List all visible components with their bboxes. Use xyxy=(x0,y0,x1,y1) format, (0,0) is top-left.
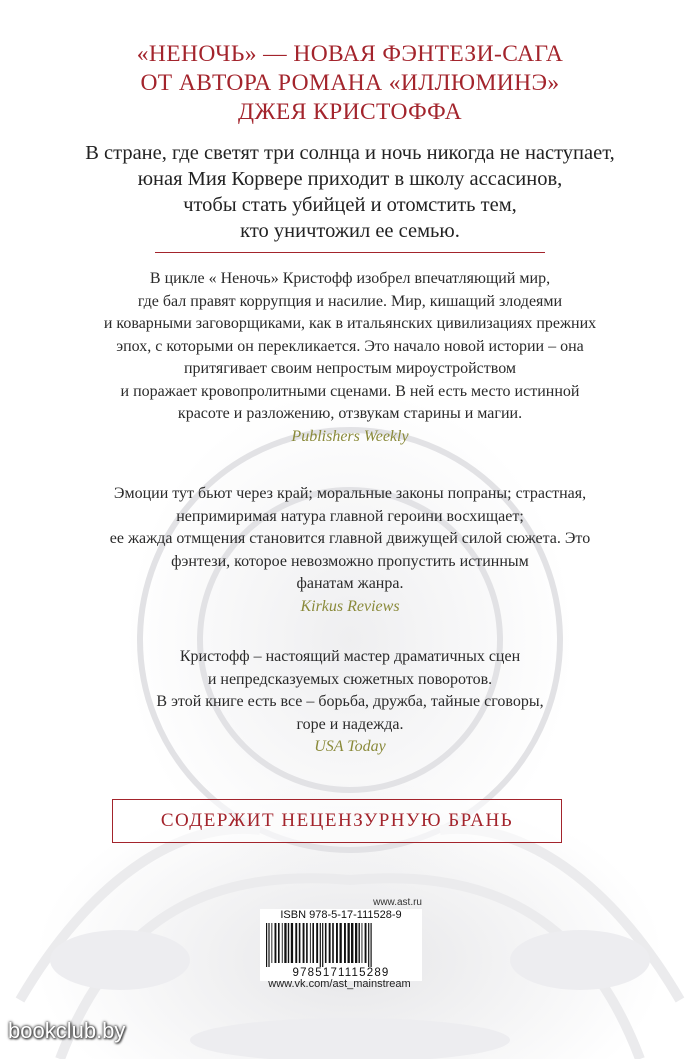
barcode-icon xyxy=(264,923,418,967)
review-line: и коварными заговорщиками, как в итальянских цивилизациях прежних xyxy=(103,315,597,332)
headline xyxy=(40,40,660,127)
review-line: непримиримая натура главной героини восхищает; xyxy=(176,507,524,525)
review-line: и поражает кровопролитными сценами. В ней есть место истинной xyxy=(120,382,580,400)
review-line: Кристофф – настоящий мастер драматичных сцен xyxy=(179,648,521,665)
review-line: В этой книге есть все – борьба, дружба, тайные сговоры, xyxy=(156,693,544,710)
barcode-block xyxy=(260,909,422,981)
headline-line: ОТ АВТОРА РОМАНА «ИЛЛЮМИНЭ» xyxy=(140,70,560,96)
lead-paragraph xyxy=(40,140,660,244)
isbn-label: ISBN 978-5-17-111528-9 xyxy=(280,909,402,921)
publisher-site: www.ast.ru xyxy=(373,897,422,908)
review-line: В цикле « Неночь» Кристофф изобрел впечатляющий мир, xyxy=(149,270,551,287)
review-source: Kirkus Reviews xyxy=(300,597,400,615)
lead-line: чтобы стать убийцей и отомстить тем, xyxy=(183,194,517,216)
lead-line: юная Мия Корвере приходит в школу ассасинов, xyxy=(137,168,563,190)
review-line: фэнтези, которое невозможно пропустить истинным xyxy=(171,552,529,570)
review-line: красоте и разложению, отзвукам старины и магии. xyxy=(177,405,523,422)
review-line: фанатам жанра. xyxy=(296,575,404,592)
watermark-logo: bookclub.by xyxy=(8,1018,126,1043)
divider-line xyxy=(155,252,545,253)
headline-line: «НЕНОЧЬ» — НОВАЯ ФЭНТЕЗИ-САГА xyxy=(136,41,564,67)
review-publishers-weekly xyxy=(30,268,670,448)
review-line: ее жажда отмщения становится главной движущей силой сюжета. Это xyxy=(109,530,591,547)
review-kirkus xyxy=(30,483,670,618)
review-line: и непредсказуемых сюжетных поворотов. xyxy=(207,670,493,688)
review-line: горе и надежда. xyxy=(296,715,404,733)
review-source: USA Today xyxy=(314,738,386,755)
review-line: где бал правят коррупция и насилие. Мир, кишащий злодеями xyxy=(137,292,563,310)
headline-line: ДЖЕЯ КРИСТОФФА xyxy=(238,99,462,125)
lead-line: кто уничтожил ее семью. xyxy=(240,220,460,242)
lead-line: В стране, где светят три солнца и ночь никогда не наступает, xyxy=(85,142,615,164)
content-warning-badge: СОДЕРЖИТ НЕЦЕНЗУРНУЮ БРАНЬ xyxy=(112,799,562,843)
review-source: Publishers Weekly xyxy=(291,427,409,445)
ean-number: 9785171115289 xyxy=(292,967,390,979)
review-line: Эмоции тут бьют через край; моральные законы попраны; страстная, xyxy=(113,485,587,502)
review-line: эпох, с которыми он перекликается. Это начало новой истории – она xyxy=(116,337,584,355)
review-usa-today xyxy=(30,646,670,759)
review-line: притягивает своим непростым мироустройством xyxy=(183,360,517,377)
publisher-vk-link: www.vk.com/ast_mainstream xyxy=(268,978,411,990)
